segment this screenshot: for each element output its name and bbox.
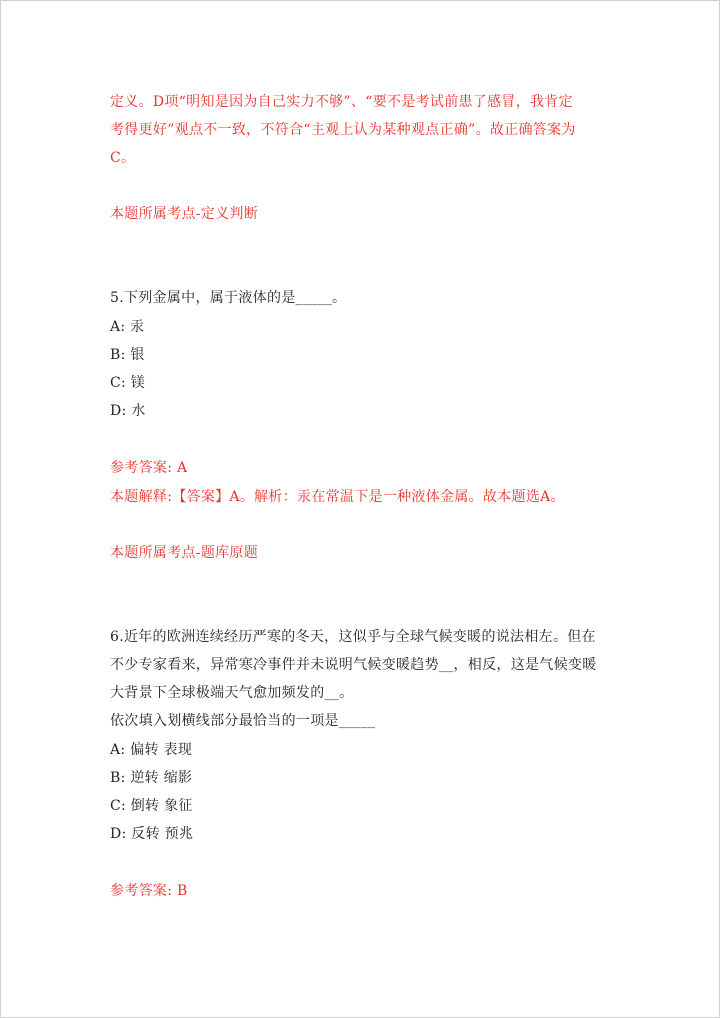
q5-explanation: 本题解释:【答案】A。解析：汞在常温下是一种液体金属。故本题选A。 xyxy=(110,489,565,505)
q5-stem: 5.下列金属中，属于液体的是_____。 xyxy=(110,290,347,306)
q5-topic: 本题所属考点-题库原题 xyxy=(110,545,259,561)
q5-option-d: D: 水 xyxy=(110,403,146,419)
q5-option-b: B: 银 xyxy=(110,347,145,363)
explanation-line-2: 考得更好”观点不一致，不符合“主观上认为某种观点正确”。故正确答案为 xyxy=(110,122,576,138)
q6-stem-line-2: 不少专家看来，异常寒冷事件并未说明气候变暖趋势__，相反，这是气候变暖 xyxy=(110,657,597,673)
explanation-line-3: C。 xyxy=(110,150,136,166)
q5-option-a: A: 汞 xyxy=(110,319,145,335)
q6-option-c: C: 倒转 象征 xyxy=(110,798,193,814)
q6-stem-line-3: 大背景下全球极端天气愈加频发的__。 xyxy=(110,685,354,701)
q6-option-d: D: 反转 预兆 xyxy=(110,826,194,842)
q5-answer: 参考答案: A xyxy=(110,460,188,476)
q6-stem-line-1: 6.近年的欧洲连续经历严寒的冬天，这似乎与全球气候变暖的说法相左。但在 xyxy=(110,629,596,645)
explanation-line-1: 定义。D项“明知是因为自己实力不够”、“要不是考试前患了感冒，我肯定 xyxy=(110,94,573,110)
q5-option-c: C: 镁 xyxy=(110,375,146,391)
q6-answer: 参考答案: B xyxy=(110,883,188,899)
q6-option-b: B: 逆转 缩影 xyxy=(110,770,193,786)
q4-topic: 本题所属考点-定义判断 xyxy=(110,206,259,222)
q6-option-a: A: 偏转 表现 xyxy=(110,742,193,758)
q6-stem-line-4: 依次填入划横线部分最恰当的一项是_____ xyxy=(110,713,376,729)
